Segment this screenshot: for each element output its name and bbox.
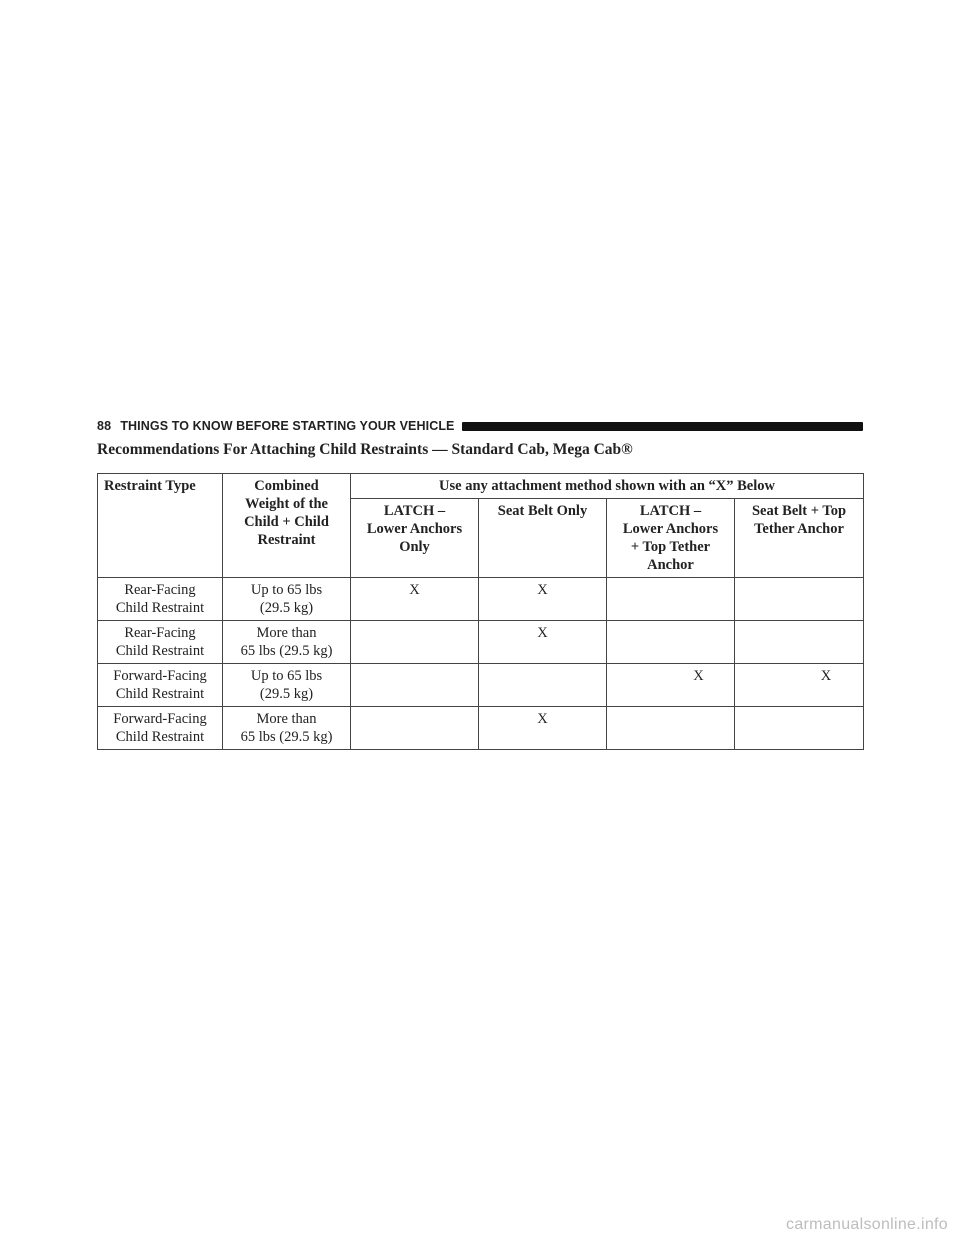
header-rule bbox=[462, 422, 864, 431]
cell-mark-seat-belt: X bbox=[479, 621, 607, 664]
header-line: LATCH – bbox=[639, 503, 702, 519]
cell-line: Child Restraint bbox=[115, 600, 205, 616]
cell-restraint-type bbox=[98, 621, 223, 664]
cell-line: Up to 65 lbs bbox=[250, 668, 323, 684]
cell-line: (29.5 kg) bbox=[259, 686, 314, 702]
cell-mark-seat-belt: X bbox=[479, 578, 607, 621]
header-restraint-type: Restraint Type bbox=[98, 474, 223, 578]
table-row bbox=[98, 621, 864, 664]
cell-restraint-type bbox=[98, 707, 223, 750]
header-line: Lower Anchors bbox=[622, 521, 719, 537]
table-row bbox=[98, 578, 864, 621]
cell-line: More than bbox=[256, 625, 317, 641]
cell-mark-seat-belt bbox=[479, 664, 607, 707]
header-line: Seat Belt Only bbox=[497, 503, 588, 519]
header-latch-top-tether bbox=[607, 499, 735, 578]
cell-weight bbox=[223, 707, 351, 750]
cell-weight bbox=[223, 621, 351, 664]
header-latch-lower-anchors bbox=[351, 499, 479, 578]
header-line: Weight of the bbox=[245, 496, 328, 512]
header-line: Anchor bbox=[647, 557, 694, 573]
cell-mark-seat-belt: X bbox=[479, 707, 607, 750]
table-row bbox=[98, 707, 864, 750]
cell-mark-belt-tether bbox=[735, 578, 864, 621]
cell-mark-latch-tether bbox=[607, 621, 735, 664]
cell-line: More than bbox=[256, 711, 317, 727]
header-line: Only bbox=[399, 539, 430, 555]
header-line: LATCH – bbox=[383, 503, 446, 519]
header-line: Seat Belt + Top bbox=[751, 503, 847, 519]
header-line: Tether Anchor bbox=[754, 521, 844, 537]
cell-line: Forward-Facing bbox=[113, 668, 207, 684]
table-header-row bbox=[98, 474, 864, 499]
cell-mark-latch-tether bbox=[607, 707, 735, 750]
header-line: Child + Child bbox=[244, 514, 329, 530]
cell-mark-latch-lower bbox=[351, 707, 479, 750]
cell-line: 65 lbs (29.5 kg) bbox=[240, 643, 333, 659]
header-seat-belt-top-tether bbox=[735, 499, 864, 578]
cell-mark-latch-tether bbox=[607, 578, 735, 621]
cell-mark-latch-tether: X bbox=[607, 664, 735, 707]
cell-mark-belt-tether bbox=[735, 707, 864, 750]
page-number: 88 bbox=[97, 419, 112, 433]
header-line: + Top Tether bbox=[630, 539, 711, 555]
cell-line: Up to 65 lbs bbox=[250, 582, 323, 598]
table-row bbox=[98, 664, 864, 707]
header-method-group: Use any attachment method shown with an “X” Below bbox=[351, 474, 864, 499]
cell-weight bbox=[223, 664, 351, 707]
cell-mark-latch-lower bbox=[351, 621, 479, 664]
cell-line: Rear-Facing bbox=[124, 582, 196, 598]
header-line: Lower Anchors bbox=[366, 521, 463, 537]
cell-mark-latch-lower bbox=[351, 664, 479, 707]
cell-mark-belt-tether bbox=[735, 621, 864, 664]
cell-line: 65 lbs (29.5 kg) bbox=[240, 729, 333, 745]
cell-line: Rear-Facing bbox=[124, 625, 196, 641]
site-watermark: carmanualsonline.info bbox=[786, 1216, 948, 1233]
cell-line: (29.5 kg) bbox=[259, 600, 314, 616]
cell-restraint-type bbox=[98, 578, 223, 621]
cell-weight bbox=[223, 578, 351, 621]
cell-line: Forward-Facing bbox=[113, 711, 207, 727]
header-seat-belt-only bbox=[479, 499, 607, 578]
page-header bbox=[97, 418, 863, 434]
cell-line: Child Restraint bbox=[115, 729, 205, 745]
cell-line: Child Restraint bbox=[115, 686, 205, 702]
header-line: Restraint bbox=[257, 532, 316, 548]
cell-line: Child Restraint bbox=[115, 643, 205, 659]
header-combined-weight bbox=[223, 474, 351, 578]
child-restraint-table bbox=[97, 473, 864, 750]
section-title: THINGS TO KNOW BEFORE STARTING YOUR VEHICLE bbox=[120, 419, 455, 433]
cell-mark-latch-lower: X bbox=[351, 578, 479, 621]
cell-mark-belt-tether: X bbox=[735, 664, 864, 707]
cell-restraint-type bbox=[98, 664, 223, 707]
table-title: Recommendations For Attaching Child Restraints — Standard Cab, Mega Cab® bbox=[97, 441, 633, 458]
header-line: Combined bbox=[254, 478, 319, 494]
